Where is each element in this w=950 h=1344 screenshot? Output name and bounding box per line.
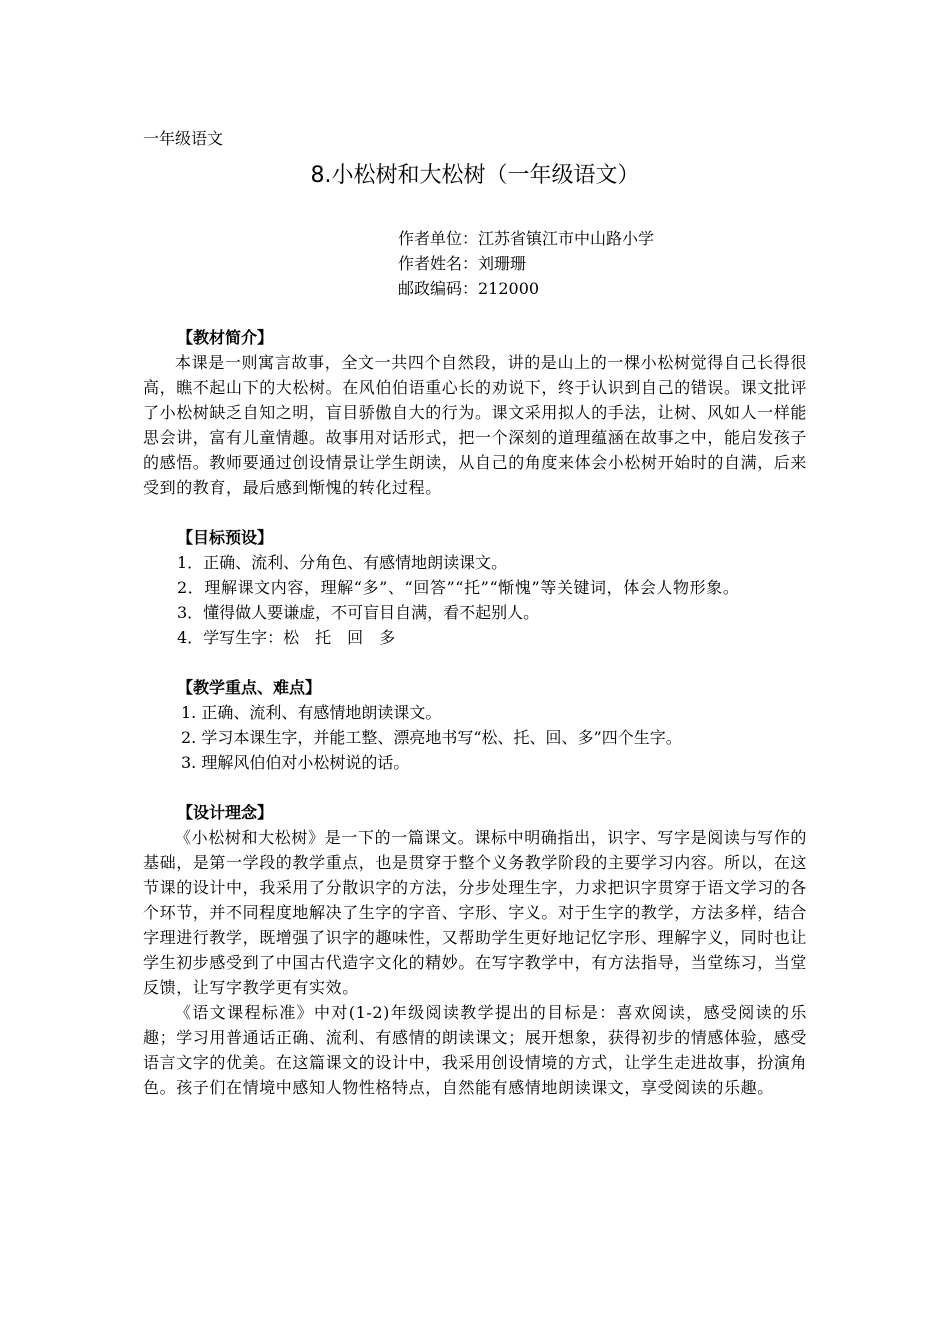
section-intro	[143, 325, 807, 500]
list-item: 3. 理解风伯伯对小松树说的话。	[181, 753, 410, 772]
list-item: 2. 学习本课生字，并能工整、漂亮地书写“松、托、回、多”四个生字。	[181, 728, 682, 747]
section-heading: 【教学重点、难点】	[177, 678, 322, 697]
list-item: 1. 正确、流利、有感情地朗读课文。	[181, 703, 442, 722]
author-name: 作者姓名：刘珊珊	[398, 254, 527, 273]
paragraph: 《小松树和大松树》是一下的一篇课文。课标中明确指出，识字、写字是阅读与写作的基础，是第一学段的教学重点，也是贯穿于整个义务教学阶段的主要学习内容。所以，在这节课的设计中，我采用了分散识字的方法，分步处理生字，力求把识字贯穿于语文学习的各个环节，并不同程度地解决了生字的字音、字形、字义。对于生字的教学，方法多样，结合字理进行教学，既增强了识字的趣味性，又帮助学生更好地记忆字形、理解字义，同时也让学生初步感受到了中国古代造字文化的精妙。在写字教学中，有方法指导，当堂练习，当堂反馈，让写字教学更有实效。	[143, 828, 808, 997]
section-heading: 【设计理念】	[177, 803, 274, 822]
section-heading: 【目标预设】	[177, 528, 274, 547]
list-item: 1．正确、流利、分角色、有感情地朗读课文。	[177, 553, 508, 572]
author-postcode: 邮政编码：212000	[398, 279, 540, 298]
subject-header: 一年级语文	[143, 129, 224, 148]
author-info	[398, 226, 654, 301]
paragraph: 《语文课程标准》中对(1-2)年级阅读教学提出的目标是：喜欢阅读，感受阅读的乐趣；学习用普通话正确、流利、有感情的朗读课文；展开想象，获得初步的情感体验，感受语言文字的优美。在这篇课文的设计中，我采用创设情境的方式，让学生走进故事，扮演角色。孩子们在情境中感知人物性格特点，自然能有感情地朗读课文，享受阅读的乐趣。	[143, 1003, 808, 1097]
list-item: 4．学写生字：松 托 回 多	[177, 628, 396, 647]
section-focus	[143, 675, 807, 775]
spacer	[143, 650, 807, 675]
document-body	[143, 325, 807, 1100]
document-title: 8.小松树和大松树（一年级语文）	[310, 163, 640, 188]
author-unit: 作者单位：江苏省镇江市中山路小学	[398, 229, 655, 248]
section-heading: 【教材简介】	[177, 328, 274, 347]
spacer	[143, 500, 807, 525]
section-concept	[143, 800, 807, 1100]
list-item: 2．理解课文内容，理解“多”、“回答”“托”“惭愧”等关键词，体会人物形象。	[177, 578, 740, 597]
section-goals	[143, 525, 807, 650]
list-item: 3．懂得做人要谦虚，不可盲目自满，看不起别人。	[177, 603, 540, 622]
paragraph: 本课是一则寓言故事，全文一共四个自然段，讲的是山上的一棵小松树觉得自己长得很高，瞧不起山下的大松树。在风伯伯语重心长的劝说下，终于认识到自己的错误。课文批评了小松树缺乏自知之明，盲目骄傲自大的行为。课文采用拟人的手法，让树、风如人一样能思会讲，富有儿童情趣。故事用对话形式，把一个深刻的道理蕴涵在故事之中，能启发孩子的感悟。教师要通过创设情景让学生朗读，从自己的角度来体会小松树开始时的自满，后来受到的教育，最后感到惭愧的转化过程。	[143, 353, 808, 497]
spacer	[143, 775, 807, 800]
